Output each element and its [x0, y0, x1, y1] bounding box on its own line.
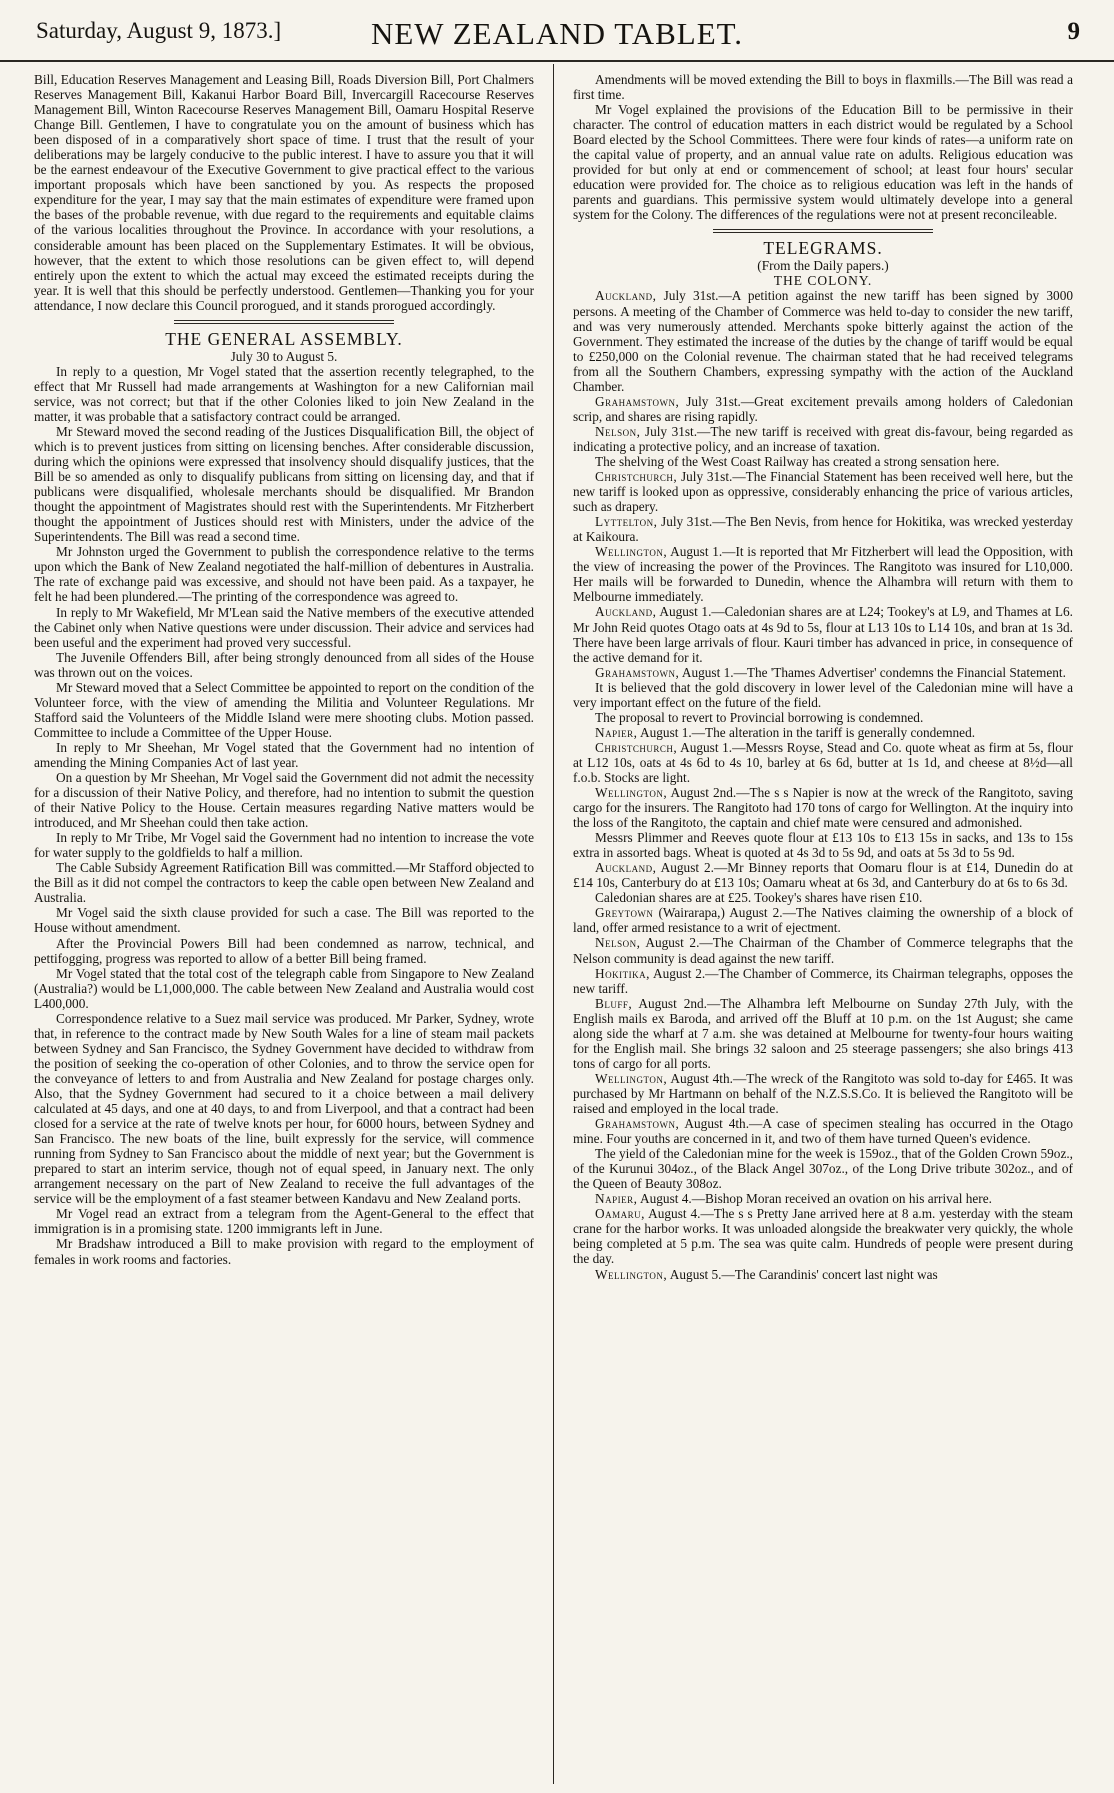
telegram-place: Wellington, — [595, 785, 668, 801]
section-rule — [713, 229, 933, 233]
telegram-place: Wellington, — [595, 1070, 668, 1086]
page-number: 9 — [1067, 18, 1080, 45]
article-paragraph: The Juvenile Offenders Bill, after being strongly denounced from all sides of the House was thrown out on the voices. — [34, 649, 534, 680]
right-column — [573, 72, 1073, 1282]
telegram-place: Wellington, — [595, 1266, 668, 1282]
telegram-text: August 5.—The Carandinis' concert last night was — [667, 1266, 938, 1282]
article-paragraph: In reply to Mr Wakefield, Mr M'Lean said the Native members of the executive attended the Cabinet only when Native questions were under discussion. Their advice and services had been useful and the experiment had proved very successful. — [34, 604, 534, 650]
telegram-text: August 2.—The Chamber of Commerce, its Chairman telegraphs, opposes the new tariff. — [573, 965, 1073, 996]
telegram-entry — [573, 905, 1073, 935]
telegram-entry — [573, 514, 1073, 544]
article-paragraph: Bill, Education Reserves Management and Leasing Bill, Roads Diversion Bill, Port Chalmers Reserves Management Bill, Kakanui Harbor Board Bill, Invercargill Racecourse Reserves Management Bill, Winton Racecourse Reserves Management Bill, Oamaru Hospital Reserve Change Bill. Gentlemen, I have to congratulate you on the amount of business which has been disposed of in a comparatively short space of time. I trust that the result of your deliberations may be largely conducive to the public interest. I have to assure you that it will be the earnest endeavour of the Executive Government to give practical effect to the various important proposals which have been sanctioned by you. As respects the proposed expenditure for the year, I may say that the main estimates of expenditure were framed upon the bases of the probable revenue, with due regard to the requirements and equitable claims of the various localities throughout the Province. In accordance with your resolutions, a considerable amount has been placed on the Supplementary Estimates. It will be obvious, however, that the extent to which those resolutions can be given effect to, will depend entirely upon the extent to which the actual may exceed the estimated receipts during the year. It is well that this should be perfectly understood. Gentlemen—Thanking you for your attendance, I now declare this Council prorogued, and it stands prorogued accordingly. — [34, 72, 534, 313]
article-paragraph: Mr Steward moved that a Select Committee be appointed to report on the condition of the Volunteer force, with the view of amending the Militia and Volunteer Regulations. Mr Stafford said the Volunteers of the Middle Island were mere shooting clubs. Motion passed. Committee to include a Committee of the Upper House. — [34, 679, 534, 740]
telegram-entry — [573, 785, 1073, 830]
telegram-place: Grahamstown, — [595, 1116, 680, 1132]
telegram-entry — [573, 454, 1073, 469]
article-paragraph: After the Provincial Powers Bill had been condemned as narrow, technical, and pettifogging, progress was reported to allow of a better Bill being framed. — [34, 935, 534, 966]
telegram-entry — [573, 288, 1073, 393]
telegram-text: The proposal to revert to Provincial borrowing is condemned. — [595, 709, 924, 725]
telegram-text: The shelving of the West Coast Railway has created a strong sensation here. — [595, 453, 1000, 469]
telegram-text: July 31st.—A petition against the new tariff has been signed by 3000 persons. A meeting of the Chamber of Commerce was held to-day to consider the new tariff, and was very numerously attended. Merchants spoke bitterly against the action of the Government. They estimated the increase of the duties by the change of tariff would be equal to £250,000 on the Colonial revenue. The chairman stated that he had received telegrams from all the Southern Chambers, expressing sympathy with the action of the Auckland Chamber. — [573, 288, 1073, 394]
telegram-place: Christchurch, — [595, 739, 678, 755]
telegram-entry — [573, 394, 1073, 424]
left-column — [34, 72, 534, 1267]
telegram-text: August 1.—Caledonian shares are at L24; Tookey's at L9, and Thames at L6. Mr John Reid quotes Otago oats at 4s 9d to 5s, flour at L13 10s to L14 10s, and bran at 1s 3d. There have been large arrivals of flour. Kauri timber has advanced in price, in consequence of the active demand for it. — [573, 604, 1073, 665]
telegram-text: August 4.—Bishop Moran received an ovation on his arrival here. — [637, 1191, 992, 1207]
newspaper-title: NEW ZEALAND TABLET. — [370, 16, 744, 51]
telegram-text: August 2.—The Chairman of the Chamber of Commerce telegraphs that the Nelson community is dead against the new tariff. — [573, 935, 1073, 966]
telegram-text: August 4th.—The wreck of the Rangitoto was sold to-day for £465. It was purchased by Mr Hartmann on behalf of the N.Z.S.S.Co. It is believed the Rangitoto will be raised and employed in the local trade. — [573, 1070, 1073, 1116]
telegram-entry — [573, 424, 1073, 454]
telegram-place: Bluff, — [595, 995, 633, 1011]
telegram-text: Messrs Plimmer and Reeves quote flour at £13 10s to £13 15s in sacks, and 13s to 15s extra in assorted bags. Wheat is quoted at 4s 3d to 5s 9d, and oats at 5s 3d to 5s 9d. — [573, 830, 1073, 861]
article-paragraph: Mr Johnston urged the Government to publish the correspondence relative to the terms upon which the Bank of New Zealand negotiated the half-million of debentures in Australia. The rate of exchange paid was excessive, and should not have been paid. As a taxpayer, he felt he had been plundered.—The printing of the correspondence was agreed to. — [34, 544, 534, 605]
telegram-place: Nelson, — [595, 935, 641, 951]
telegram-entry — [573, 1116, 1073, 1146]
article-paragraph: Mr Vogel read an extract from a telegram from the Agent-General to the effect that immigration is in a promising state. 1200 immigrants left in June. — [34, 1206, 534, 1237]
article-paragraph: Mr Bradshaw introduced a Bill to make provision with regard to the employment of females in work rooms and factories. — [34, 1236, 534, 1267]
telegram-text: July 31st.—The Financial Statement has been received well here, but the new tariff is looked upon as oppressive, considerably enhancing the price of various articles, such as drapery. — [573, 469, 1073, 515]
telegram-text: August 4.—The s s Pretty Jane arrived here at 8 a.m. yesterday with the steam crane for the harbor works. It was unloaded alongside the breakwater very quickly, the whole being completed at 5 p.m. The sea was quite calm. Hundreds of people were present during the day. — [573, 1206, 1073, 1267]
telegram-text: August 4th.—A case of specimen stealing has occurred in the Otago mine. Four youths are concerned in it, and two of them have turned Queen's evidence. — [573, 1116, 1073, 1147]
telegram-entry — [573, 1071, 1073, 1116]
telegram-entry — [573, 1206, 1073, 1266]
telegram-list — [573, 288, 1073, 1281]
telegram-place: Lyttelton, — [595, 514, 658, 530]
telegram-place: Grahamstown, — [595, 664, 680, 680]
telegram-entry — [573, 890, 1073, 905]
article-paragraph: Amendments will be moved extending the Bill to boys in flaxmills.—The Bill was read a first time. — [573, 72, 1073, 103]
issue-date: Saturday, August 9, 1873.] — [36, 18, 282, 43]
telegram-entry — [573, 469, 1073, 514]
telegram-place: Nelson, — [595, 423, 641, 439]
telegram-entry — [573, 710, 1073, 725]
telegram-place: Auckland, — [595, 288, 657, 304]
telegram-text: July 31st.—The Ben Nevis, from hence for Hokitika, was wrecked yesterday at Kaikoura. — [573, 514, 1073, 545]
article-paragraph: Mr Vogel stated that the total cost of the telegraph cable from Singapore to New Zealand (Australia?) would be L1,000,000. The cable between New Zealand and Australia would cost L400,000. — [34, 965, 534, 1011]
telegram-entry — [573, 740, 1073, 785]
article-paragraph: In reply to Mr Sheehan, Mr Vogel stated that the Government had no intention of amending the Mining Companies Act of last year. — [34, 739, 534, 770]
telegram-text: August 2nd.—The s s Napier is now at the wreck of the Rangitoto, saving cargo for the insurers. The Rangitoto had 170 tons of cargo for Wellington. At the inquiry into the loss of the Rangitoto, the captain and chief mate were censured and admonished. — [573, 785, 1073, 831]
article-paragraph: In reply to Mr Tribe, Mr Vogel said the Government had no intention to increase the vote for water supply to the goldfields to half a million. — [34, 830, 534, 861]
section-heading: TELEGRAMS. — [763, 238, 883, 259]
masthead — [0, 0, 1114, 62]
telegram-text: August 2nd.—The Alhambra left Melbourne on Sunday 27th July, with the English mails ex Baroda, and arrived off the Bluff at 10 p.m. on the 1st August; she came along side the wharf at 7 a.m. she was detained at Melbourne for twenty-four hours waiting for the English mail. She brings 32 saloon and 25 steerage passengers; she also brings 413 tons of cargo for all ports. — [573, 995, 1073, 1071]
section-source: (From the Daily papers.) — [757, 258, 889, 274]
telegram-text: August 1.—The 'Thames Advertiser' condemns the Financial Statement. — [679, 664, 1066, 680]
telegram-entry — [573, 860, 1073, 890]
telegram-place: Wellington, — [595, 544, 668, 560]
article-paragraph: Correspondence relative to a Suez mail service was produced. Mr Parker, Sydney, wrote that, in reference to the contract made by New South Wales for a line of steam mail packets between Sydney and San Francisco, the Sydney Government have decided to withdraw from the position of seeking the co-operation of other Colonies, and to throw the service open for the conveyance of letters to and from Australia and New Zealand for postage charges only. Also, that the Sydney Government had secured to it a choice between a mail delivery calculated at 45 days, and one at 40 days, to and from Liverpool, and that a contract had been closed for a service at the rate of twelve knots per hour, for 6000 hours, between Sydney and San Francisco. The new boats of the line, built expressly for the service, will commence running from Sydney to San Francisco about the middle of next year; but the Government is prepared to start an interim service, though not of equal speed, in January next. The only arrangement necessary on the part of New Zealand to receive the full advantages of the service will be the employment of a fast steamer between Kandavu and New Zealand ports. — [34, 1010, 534, 1207]
telegram-place: Auckland, — [595, 860, 657, 876]
section-heading: THE GENERAL ASSEMBLY. — [165, 328, 403, 349]
article-paragraph: Mr Steward moved the second reading of the Justices Disqualification Bill, the object of which is to prevent justices from sitting on licensing benches. After considerable discussion, during which the opinions were expressed that insolvency should disqualify justices, that the Bill be so amended as only to disqualify publicans from sitting on licensing day, and that if publicans were disqualified, wholesale merchants should be disqualified. Mr Brandon thought the appointment of Magistrates should rest with the Superintendents. Mr Fitzherbert thought the appointment of Justices should rest with Ministers, under the advice of the Superintendents. The Bill was read a second time. — [34, 423, 534, 545]
article-paragraph: In reply to a question, Mr Vogel stated that the assertion recently telegraphed, to the effect that Mr Russell had made arrangements at Washington for a new Californian mail service, was not correct; but that if the other Colonies liked to join New Zealand in the matter, it was probable that a satisfactory contract could be arranged. — [34, 363, 534, 424]
telegram-place: Christchurch, — [595, 469, 678, 485]
telegram-text: (Wairarapa,) August 2.—The Natives claiming the ownership of a block of land, offer armed resistance to a writ of ejectment. — [573, 905, 1073, 936]
telegram-entry — [573, 604, 1073, 664]
telegram-text: It is believed that the gold discovery in lower level of the Caledonian mine will have a very important effect on the future of the field. — [573, 679, 1073, 710]
telegram-entry — [573, 1191, 1073, 1206]
telegram-entry — [573, 665, 1073, 680]
telegram-place: Hokitika, — [595, 965, 650, 981]
telegram-place: Napier, — [595, 1191, 638, 1207]
telegram-entry — [573, 680, 1073, 710]
article-paragraph: The Cable Subsidy Agreement Ratification Bill was committed.—Mr Stafford objected to the Bill as it did not compel the contractors to keep the cable open between New Zealand and Australia. — [34, 860, 534, 906]
telegram-text: August 1.—Messrs Royse, Stead and Co. quote wheat as firm at 5s, flour at L12 10s, oats at 4s 6d to 4s 10, barley at 6s 6d, butter at 1s 1d, and cheese at 8½d—all f.o.b. Stocks are light. — [573, 739, 1073, 785]
telegram-text: August 1.—The alteration in the tariff is generally condemned. — [637, 724, 976, 740]
section-rule — [174, 320, 394, 324]
telegram-place: Grahamstown, — [595, 393, 680, 409]
telegram-text: August 2.—Mr Binney reports that Oomaru flour is at £14, Dunedin do at £14 10s, Canterbury do at £13 10s; Oamaru wheat at 6s 3d, and Canterbury do at 6s to 6s 3d. — [573, 860, 1073, 891]
section-dates: July 30 to August 5. — [230, 348, 338, 364]
section-subheading: THE COLONY. — [773, 273, 873, 289]
telegram-place: Napier, — [595, 724, 638, 740]
article-paragraph: Mr Vogel said the sixth clause provided for such a case. The Bill was reported to the House without amendment. — [34, 905, 534, 936]
telegram-text: July 31st.—The new tariff is received with great dis-favour, being regarded as indicating a protective policy, and an increase of taxation. — [573, 423, 1073, 454]
telegram-entry — [573, 725, 1073, 740]
telegram-entry — [573, 1267, 1073, 1282]
telegram-text: Caledonian shares are at £25. Tookey's shares have risen £10. — [595, 890, 923, 906]
telegram-text: August 1.—It is reported that Mr Fitzherbert will lead the Opposition, with the view of increasing the power of the Provinces. The Rangitoto was insured for L10,000. Her mails will be forwarded to Dunedin, whence the Alhambra will return with them to Melbourne immediately. — [573, 544, 1073, 605]
telegram-place: Auckland, — [595, 604, 657, 620]
article-paragraph: Mr Vogel explained the provisions of the Education Bill to be permissive in their character. The control of education matters in each district would be regulated by a School Board elected by the School Committees. There were four kinds of rates—a uniform rate on the capital value of property, and an annual value rate on adults. Religious education was provided for but only at end or commencement of school; at least four hours' secular education were provided for. The choice as to religious education was left in the hands of parents and guardians. This permissive system would ultimately develope into a general system for the Colony. The differences of the regulations were not at present reconcileable. — [573, 102, 1073, 223]
article-paragraph: On a question by Mr Sheehan, Mr Vogel said the Government did not admit the necessity for a discussion of their Native Policy, and therefore, had no intention to submit the question of their Native Policy to the House. Certain measures regarding Native matters would be introduced, and Mr Sheehan could then take action. — [34, 770, 534, 831]
column-divider — [553, 64, 554, 1784]
telegram-place: Oamaru, — [595, 1206, 645, 1222]
telegram-entry — [573, 966, 1073, 996]
telegram-entry — [573, 544, 1073, 604]
telegram-entry — [573, 935, 1073, 965]
telegram-entry — [573, 830, 1073, 860]
telegram-text: The yield of the Caledonian mine for the week is 159oz., that of the Golden Crown 59oz., of the Kurunui 304oz., of the Black Angel 307oz., of the Long Drive tribute 302oz., and of the Queen of Beauty 308oz. — [573, 1146, 1073, 1192]
telegram-place: Greytown — [595, 905, 654, 921]
telegram-entry — [573, 996, 1073, 1071]
telegram-text: July 31st.—Great excitement prevails among holders of Caledonian scrip, and shares are rising rapidly. — [573, 393, 1073, 424]
telegram-entry — [573, 1146, 1073, 1191]
